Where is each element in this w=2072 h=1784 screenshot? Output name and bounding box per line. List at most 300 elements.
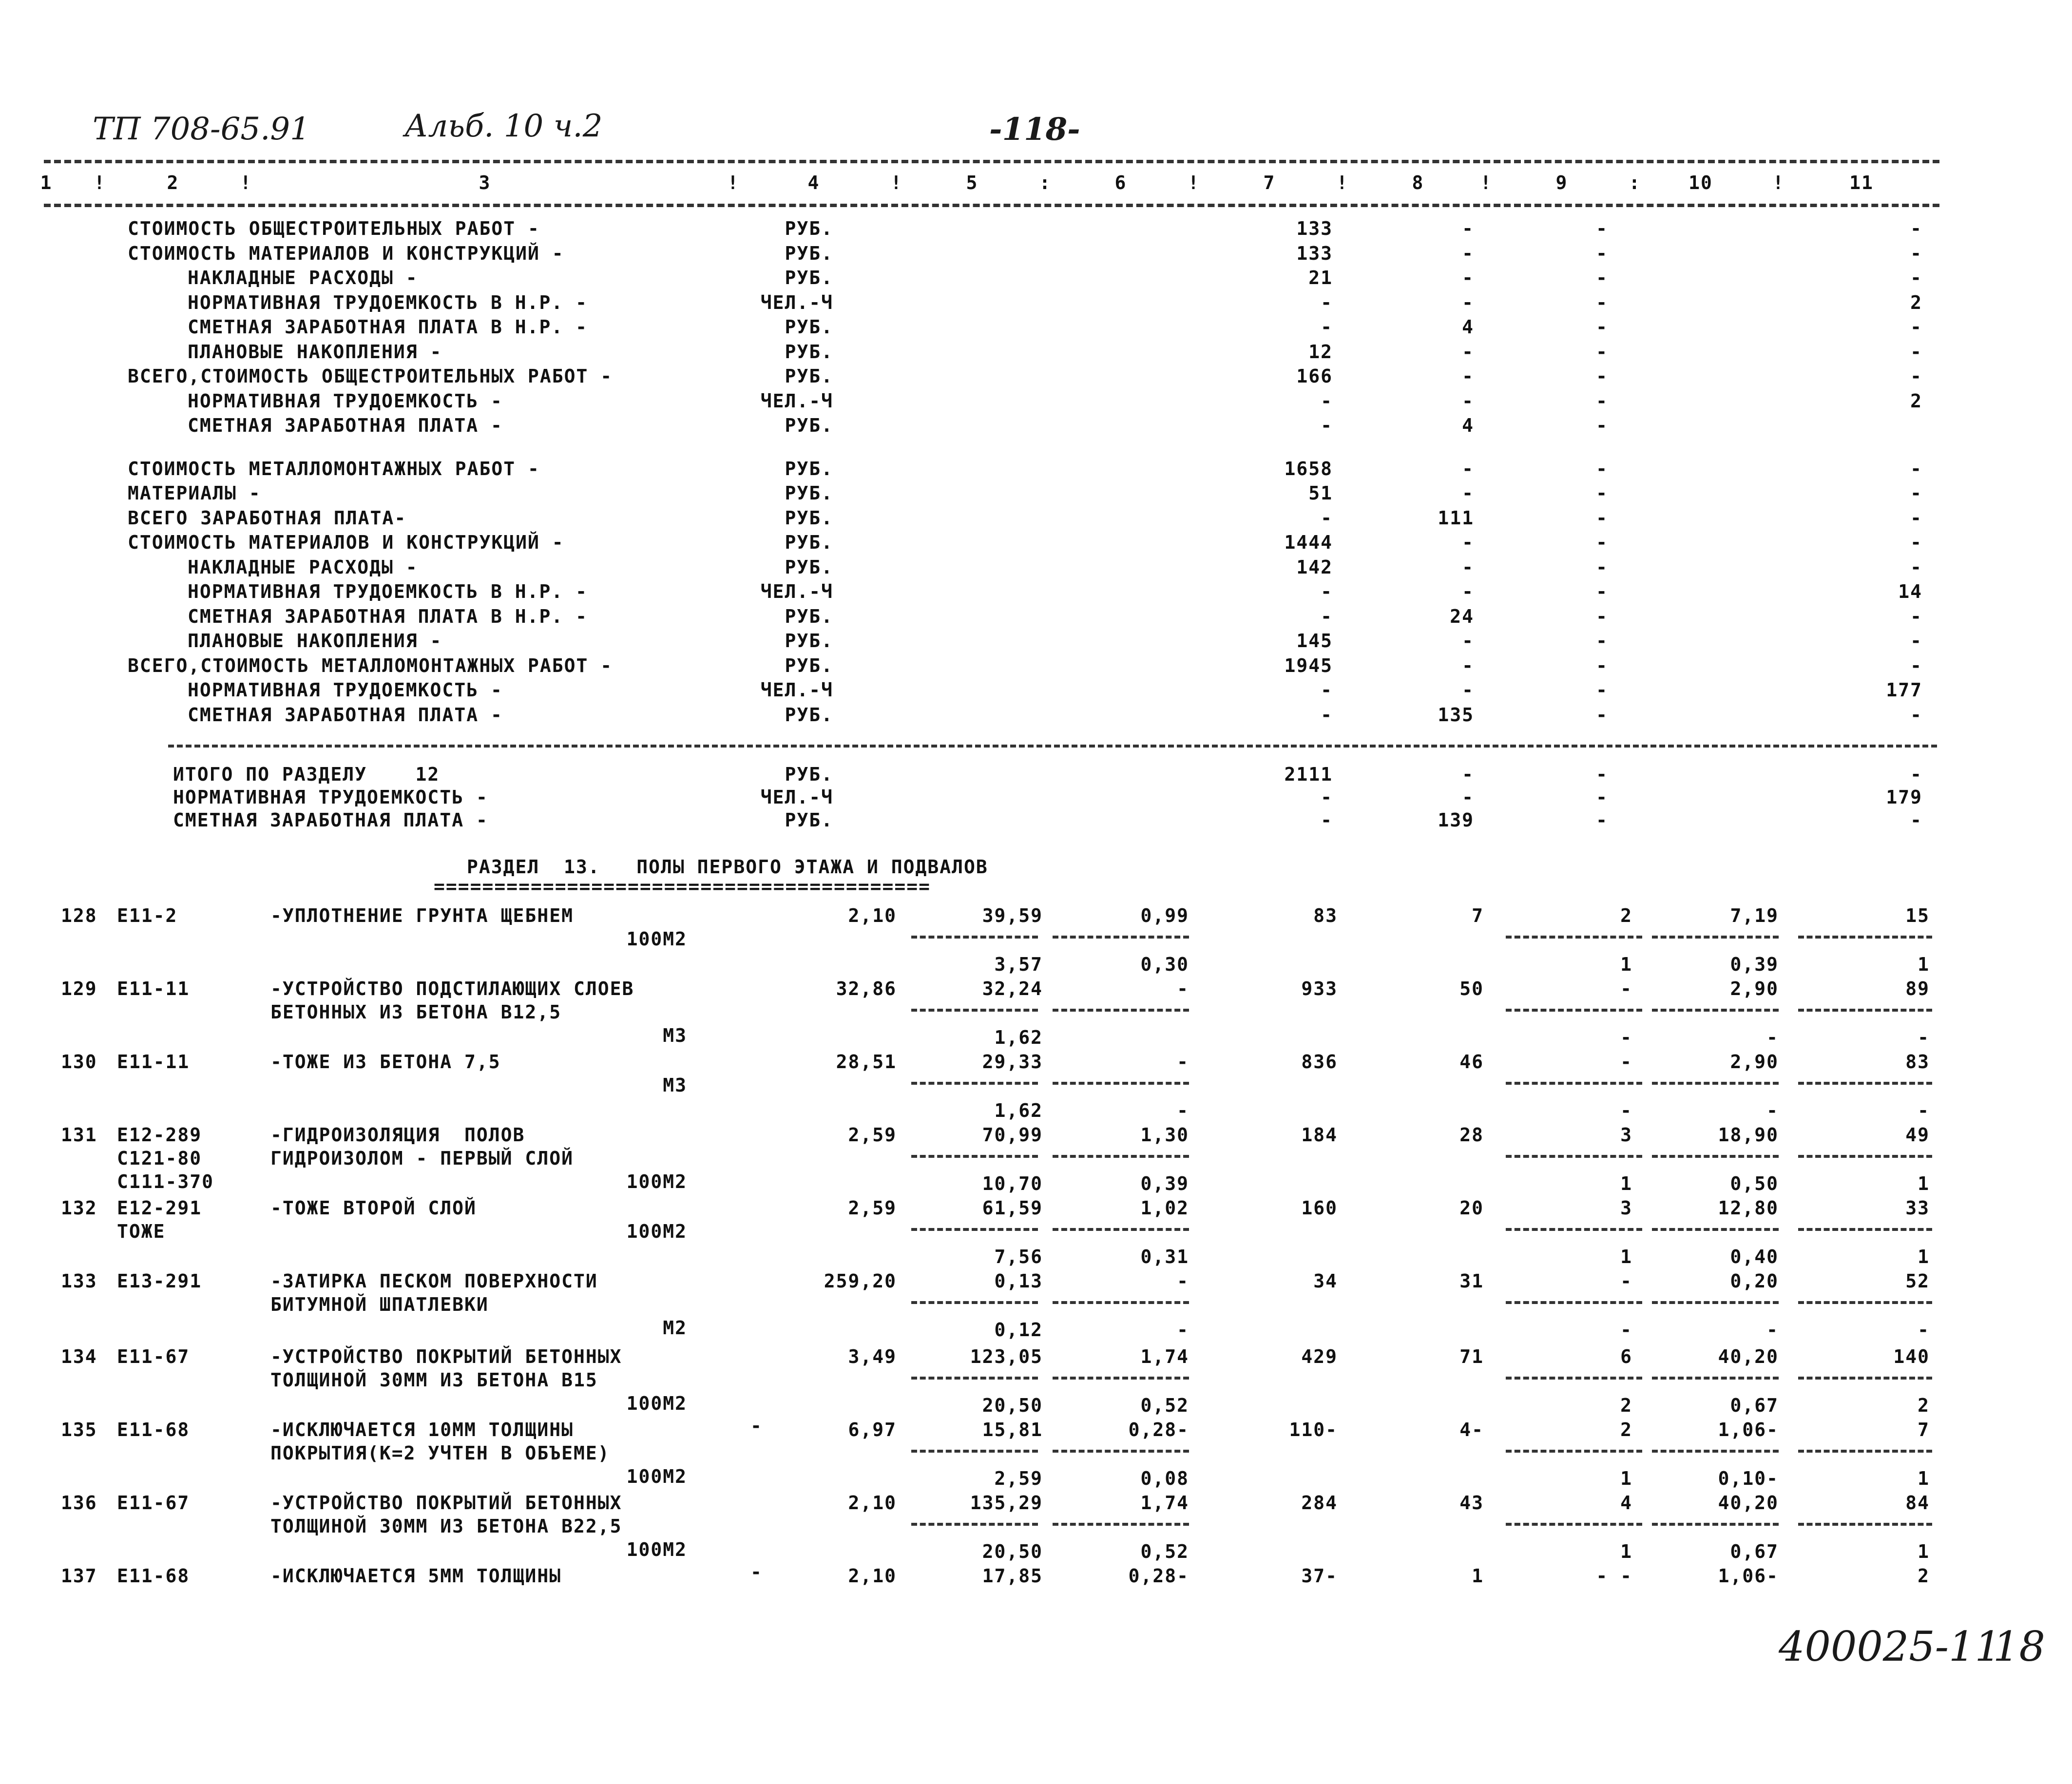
- item-description: БИТУМНОЙ ШПАТЛЕВКИ: [270, 1294, 489, 1315]
- item-unit-wages: 1,74: [1140, 1492, 1189, 1514]
- item-dash: [1053, 1082, 1189, 1085]
- item-unit: М3: [663, 1074, 687, 1096]
- item-unit-cost: 29,33: [982, 1051, 1043, 1073]
- item-total-cost: 429: [1301, 1346, 1338, 1367]
- item-sub-labor-total: 1: [1918, 1173, 1930, 1194]
- item-labor-total: 83: [1905, 1051, 1930, 1073]
- column-header-cell: !: [240, 172, 252, 193]
- item-sub-labor-unit: -: [1766, 1319, 1779, 1341]
- summary-label: НОРМАТИВНАЯ ТРУДОЕМКОСТЬ В Н.Р. -: [188, 581, 588, 602]
- item-labor-total: 52: [1905, 1270, 1930, 1292]
- item-sub-wages: 0,39: [1140, 1173, 1189, 1194]
- item-number: 133: [61, 1270, 97, 1292]
- item-dash: [1506, 1155, 1642, 1158]
- column-header-cell: 11: [1849, 172, 1874, 193]
- item-labor-rate: 4: [1620, 1492, 1632, 1514]
- item-dash: [911, 1082, 1038, 1085]
- summary-col9: -: [1596, 218, 1608, 239]
- item-dash: [1053, 1377, 1189, 1380]
- item-total-wages: 46: [1459, 1051, 1484, 1073]
- total-col9: -: [1596, 786, 1608, 808]
- summary-col9: -: [1596, 605, 1608, 627]
- item-sub-labor-rate: 1: [1620, 1173, 1632, 1194]
- summary-cost: -: [1321, 291, 1333, 313]
- item-code: ТОЖЕ: [117, 1221, 166, 1242]
- document-number: 400025-11: [1779, 1623, 2001, 1670]
- summary-label: НОРМАТИВНАЯ ТРУДОЕМКОСТЬ В Н.Р. -: [188, 291, 588, 313]
- item-unit: М2: [663, 1317, 687, 1339]
- summary-unit: РУБ.: [785, 704, 833, 726]
- item-description: ГИДРОИЗОЛОМ - ПЕРВЫЙ СЛОЙ: [270, 1148, 574, 1169]
- item-dash: [1053, 1450, 1189, 1453]
- item-dash: [911, 1377, 1038, 1380]
- summary-labor: -: [1910, 316, 1922, 338]
- summary-cost: 1444: [1284, 532, 1333, 553]
- item-quantity: 259,20: [824, 1270, 897, 1292]
- item-sub-labor-unit: 0,10-: [1718, 1468, 1779, 1489]
- summary-unit: РУБ.: [785, 415, 833, 436]
- item-sub-labor-total: -: [1918, 1100, 1930, 1121]
- item-unit-wages: 1,74: [1140, 1346, 1189, 1367]
- document-code: ТП 708-65.91: [93, 111, 310, 147]
- summary-unit: РУБ.: [785, 218, 833, 239]
- summary-labor: -: [1910, 630, 1922, 652]
- total-cost: -: [1321, 809, 1333, 831]
- column-header-cell: !: [1772, 172, 1785, 193]
- item-dash: [911, 1155, 1038, 1158]
- total-wages: 139: [1438, 809, 1474, 831]
- item-description: -ТОЖЕ ВТОРОЙ СЛОЙ: [270, 1197, 477, 1219]
- summary-wages: -: [1462, 291, 1474, 313]
- summary-col9: -: [1596, 679, 1608, 701]
- summary-label: СМЕТНАЯ ЗАРАБОТНАЯ ПЛАТА -: [188, 415, 503, 436]
- item-dash: [1652, 1377, 1779, 1380]
- column-header-cell: 7: [1263, 172, 1276, 193]
- item-unit: 100М2: [626, 1393, 687, 1414]
- item-unit-cost: 32,24: [982, 978, 1043, 999]
- item-sub-labor-rate: 1: [1620, 1541, 1632, 1562]
- item-labor-rate: 6: [1620, 1346, 1632, 1367]
- item-sub-labor-total: -: [1918, 1319, 1930, 1341]
- summary-cost: 133: [1296, 218, 1333, 239]
- item-total-cost: 34: [1313, 1270, 1338, 1292]
- summary-labor: -: [1910, 218, 1922, 239]
- summary-label: МАТЕРИАЛЫ -: [128, 482, 261, 504]
- item-dash: [911, 1301, 1038, 1304]
- summary-label: СТОИМОСТЬ МАТЕРИАЛОВ И КОНСТРУКЦИЙ -: [128, 532, 564, 553]
- item-unit-wages: 0,99: [1140, 905, 1189, 926]
- summary-unit: РУБ.: [785, 458, 833, 480]
- item-unit: 100М2: [626, 1466, 687, 1487]
- item-labor-rate: -: [1620, 978, 1632, 999]
- summary-unit: РУБ.: [785, 242, 833, 264]
- item-dash: [911, 936, 1038, 939]
- summary-unit: РУБ.: [785, 654, 833, 676]
- summary-labor: 14: [1898, 581, 1922, 602]
- summary-wages: -: [1462, 267, 1474, 288]
- item-description: ТОЛЩИНОЙ 30ММ ИЗ БЕТОНА В15: [270, 1369, 598, 1391]
- item-code: Е11-67: [117, 1346, 190, 1367]
- item-sub-cost: 10,70: [982, 1173, 1043, 1194]
- summary-wages: -: [1462, 242, 1474, 264]
- summary-labor: 2: [1910, 390, 1922, 412]
- item-sub-cost: 2,59: [994, 1468, 1043, 1489]
- item-description: ПОКРЫТИЯ(К=2 УЧТЕН В ОБЪЕМЕ): [270, 1442, 610, 1464]
- summary-col9: -: [1596, 242, 1608, 264]
- section-heading-underline: =========================================: [434, 876, 931, 897]
- item-labor-rate: -: [1620, 1051, 1632, 1073]
- item-unit-cost: 0,13: [994, 1270, 1043, 1292]
- item-dash: [911, 1228, 1038, 1231]
- item-number: 128: [61, 905, 97, 926]
- item-labor-total: 33: [1905, 1197, 1930, 1219]
- summary-label: ПЛАНОВЫЕ НАКОПЛЕНИЯ -: [188, 341, 442, 363]
- item-unit-cost: 123,05: [970, 1346, 1043, 1367]
- total-unit: ЧЕЛ.-Ч: [760, 786, 833, 808]
- item-unit-cost: 61,59: [982, 1197, 1043, 1219]
- item-number: 132: [61, 1197, 97, 1219]
- item-labor-rate: - -: [1596, 1565, 1632, 1587]
- summary-cost: -: [1321, 581, 1333, 602]
- column-header-cell: :: [1039, 172, 1052, 193]
- summary-unit: РУБ.: [785, 532, 833, 553]
- column-header-cell: 1: [40, 172, 53, 193]
- column-header-cell: !: [727, 172, 740, 193]
- item-unit-wages: -: [1177, 1051, 1189, 1073]
- summary-wages: -: [1462, 630, 1474, 652]
- item-dash: [1798, 1450, 1932, 1453]
- summary-col9: -: [1596, 365, 1608, 387]
- item-dash: [1053, 1301, 1189, 1304]
- item-sub-wages: 0,31: [1140, 1246, 1189, 1267]
- item-code: Е12-289: [117, 1124, 202, 1146]
- item-dash: [1053, 1523, 1189, 1526]
- item-quantity: 3,49: [848, 1346, 897, 1367]
- summary-labor: -: [1910, 605, 1922, 627]
- summary-label: СМЕТНАЯ ЗАРАБОТНАЯ ПЛАТА В Н.Р. -: [188, 605, 588, 627]
- summary-cost: 12: [1308, 341, 1333, 363]
- item-description: -УСТРОЙСТВО ПОКРЫТИЙ БЕТОННЫХ: [270, 1346, 622, 1367]
- total-labor: 179: [1886, 786, 1922, 808]
- item-sub-labor-unit: 0,67: [1730, 1541, 1779, 1562]
- item-unit: 100М2: [626, 1171, 687, 1192]
- item-sub-labor-unit: 0,67: [1730, 1395, 1779, 1416]
- summary-cost: -: [1321, 507, 1333, 529]
- item-sub-labor-rate: 1: [1620, 954, 1632, 975]
- item-labor-total: 49: [1905, 1124, 1930, 1146]
- album-label: Альб. 10 ч.2: [404, 108, 603, 144]
- item-labor-total: 84: [1905, 1492, 1930, 1514]
- item-dash: [1798, 1009, 1932, 1012]
- summary-unit: ЧЕЛ.-Ч: [760, 679, 833, 701]
- summary-col9: -: [1596, 390, 1608, 412]
- summary-unit: РУБ.: [785, 507, 833, 529]
- item-total-wages: 31: [1459, 1270, 1484, 1292]
- item-description: ТОЛЩИНОЙ 30ММ ИЗ БЕТОНА В22,5: [270, 1515, 622, 1537]
- item-dash: [1798, 936, 1932, 939]
- item-labor-unit: 40,20: [1718, 1492, 1779, 1514]
- item-unit-cost: 17,85: [982, 1565, 1043, 1587]
- summary-label: СМЕТНАЯ ЗАРАБОТНАЯ ПЛАТА -: [188, 704, 503, 726]
- summary-cost: -: [1321, 415, 1333, 436]
- item-dash: [1652, 1082, 1779, 1085]
- item-sub-wages: -: [1177, 1319, 1189, 1341]
- item-description: -УПЛОТНЕНИЕ ГРУНТА ЩЕБНЕМ: [270, 905, 574, 926]
- item-unit: 100М2: [626, 1539, 687, 1560]
- section-total-rule: [168, 745, 1937, 748]
- item-total-cost: 184: [1301, 1124, 1338, 1146]
- item-sub-labor-total: 1: [1918, 1468, 1930, 1489]
- total-label: НОРМАТИВНАЯ ТРУДОЕМКОСТЬ -: [173, 786, 488, 808]
- item-total-cost: 83: [1313, 905, 1338, 926]
- total-label: СМЕТНАЯ ЗАРАБОТНАЯ ПЛАТА -: [173, 809, 488, 831]
- item-description: -ИСКЛЮЧАЕТСЯ 5ММ ТОЛЩИНЫ: [270, 1565, 562, 1587]
- item-description: БЕТОННЫХ ИЗ БЕТОНА В12,5: [270, 1001, 562, 1023]
- summary-col9: -: [1596, 556, 1608, 578]
- summary-label: НОРМАТИВНАЯ ТРУДОЕМКОСТЬ -: [188, 390, 503, 412]
- summary-unit: ЧЕЛ.-Ч: [760, 291, 833, 313]
- item-unit-cost: 135,29: [970, 1492, 1043, 1514]
- summary-cost: -: [1321, 704, 1333, 726]
- item-labor-total: 7: [1918, 1419, 1930, 1440]
- item-labor-unit: 12,80: [1718, 1197, 1779, 1219]
- item-total-wages: 43: [1459, 1492, 1484, 1514]
- item-total-wages: 20: [1459, 1197, 1484, 1219]
- sheet-number: 18: [1993, 1623, 2045, 1670]
- item-sub-labor-rate: 1: [1620, 1246, 1632, 1267]
- item-dash: [1652, 1228, 1779, 1231]
- item-sub-labor-unit: 0,50: [1730, 1173, 1779, 1194]
- item-labor-total: 89: [1905, 978, 1930, 999]
- summary-cost: -: [1321, 605, 1333, 627]
- summary-label: ВСЕГО ЗАРАБОТНАЯ ПЛАТА-: [128, 507, 407, 529]
- column-header-cell: !: [1480, 172, 1493, 193]
- item-sub-labor-total: 2: [1918, 1395, 1930, 1416]
- summary-wages: -: [1462, 581, 1474, 602]
- item-dash: [1652, 936, 1779, 939]
- item-sub-cost: 0,12: [994, 1319, 1043, 1341]
- item-labor-unit: 7,19: [1730, 905, 1779, 926]
- item-total-wages: 1: [1472, 1565, 1484, 1587]
- summary-cost: -: [1321, 390, 1333, 412]
- item-description: -ГИДРОИЗОЛЯЦИЯ ПОЛОВ: [270, 1124, 525, 1146]
- item-labor-total: 15: [1905, 905, 1930, 926]
- item-quantity: 2,10: [848, 905, 897, 926]
- summary-col9: -: [1596, 267, 1608, 288]
- item-sub-labor-unit: -: [1766, 1027, 1779, 1048]
- item-quantity: 2,59: [848, 1197, 897, 1219]
- item-sub-labor-total: 1: [1918, 1246, 1930, 1267]
- item-sub-labor-total: 1: [1918, 954, 1930, 975]
- summary-wages: -: [1462, 218, 1474, 239]
- page-number: -118-: [989, 111, 1080, 148]
- item-sub-wages: 0,30: [1140, 954, 1189, 975]
- item-dash: [1506, 1009, 1642, 1012]
- item-sub-labor-total: 1: [1918, 1541, 1930, 1562]
- item-total-wages: 50: [1459, 978, 1484, 999]
- summary-labor: -: [1910, 458, 1922, 480]
- item-sub-cost: 20,50: [982, 1541, 1043, 1562]
- summary-col9: -: [1596, 415, 1608, 436]
- summary-label: ВСЕГО,СТОИМОСТЬ ОБЩЕСТРОИТЕЛЬНЫХ РАБОТ -: [128, 365, 613, 387]
- item-sub-wages: 0,08: [1140, 1468, 1189, 1489]
- item-unit-cost: 39,59: [982, 905, 1043, 926]
- item-code: С111-370: [117, 1171, 214, 1192]
- item-total-wages: 4-: [1459, 1419, 1484, 1440]
- item-dash: [1798, 1523, 1932, 1526]
- summary-unit: РУБ.: [785, 482, 833, 504]
- item-sub-cost: 1,62: [994, 1100, 1043, 1121]
- item-dash: [911, 1450, 1038, 1453]
- summary-label: НАКЛАДНЫЕ РАСХОДЫ -: [188, 267, 418, 288]
- item-labor-total: 140: [1893, 1346, 1930, 1367]
- summary-labor: -: [1910, 365, 1922, 387]
- item-dash: [1798, 1082, 1932, 1085]
- item-number: 131: [61, 1124, 97, 1146]
- summary-cost: -: [1321, 679, 1333, 701]
- summary-labor: -: [1910, 556, 1922, 578]
- item-unit-wages: 1,30: [1140, 1124, 1189, 1146]
- item-sub-cost: 3,57: [994, 954, 1043, 975]
- item-total-cost: 160: [1301, 1197, 1338, 1219]
- summary-labor: -: [1910, 507, 1922, 529]
- summary-cost: 145: [1296, 630, 1333, 652]
- item-total-cost: 37-: [1301, 1565, 1338, 1587]
- summary-unit: РУБ.: [785, 316, 833, 338]
- item-labor-unit: 1,06-: [1718, 1419, 1779, 1440]
- item-dash: [1053, 1228, 1189, 1231]
- summary-wages: 135: [1438, 704, 1474, 726]
- item-description: -ИСКЛЮЧАЕТСЯ 10ММ ТОЛЩИНЫ: [270, 1419, 574, 1440]
- item-unit-cost: 70,99: [982, 1124, 1043, 1146]
- summary-col9: -: [1596, 654, 1608, 676]
- summary-wages: -: [1462, 679, 1474, 701]
- item-labor-rate: 2: [1620, 905, 1632, 926]
- summary-unit: РУБ.: [785, 341, 833, 363]
- total-cost: 2111: [1284, 764, 1333, 785]
- item-labor-unit: 18,90: [1718, 1124, 1779, 1146]
- item-code: Е11-68: [117, 1419, 190, 1440]
- item-total-cost: 933: [1301, 978, 1338, 999]
- column-header-cell: 5: [966, 172, 978, 193]
- summary-col9: -: [1596, 291, 1608, 313]
- summary-label: ПЛАНОВЫЕ НАКОПЛЕНИЯ -: [188, 630, 442, 652]
- item-dash: [1652, 1009, 1779, 1012]
- item-sub-cost: 20,50: [982, 1395, 1043, 1416]
- column-header-cell: 2: [167, 172, 179, 193]
- item-sub-cost: 1,62: [994, 1027, 1043, 1048]
- total-unit: РУБ.: [785, 764, 833, 785]
- summary-col9: -: [1596, 507, 1608, 529]
- item-number: 134: [61, 1346, 97, 1367]
- item-dash: [1506, 1082, 1642, 1085]
- summary-cost: 21: [1308, 267, 1333, 288]
- item-dash: [1506, 936, 1642, 939]
- summary-col9: -: [1596, 458, 1608, 480]
- item-dash: [1506, 1377, 1642, 1380]
- summary-col9: -: [1596, 316, 1608, 338]
- column-header-cell: 4: [807, 172, 820, 193]
- item-description: -УСТРОЙСТВО ПОДСТИЛАЮЩИХ СЛОЕВ: [270, 978, 634, 999]
- item-number: 136: [61, 1492, 97, 1514]
- item-number: 130: [61, 1051, 97, 1073]
- item-labor-rate: 2: [1620, 1419, 1632, 1440]
- item-dash: [1652, 1301, 1779, 1304]
- summary-label: НАКЛАДНЫЕ РАСХОДЫ -: [188, 556, 418, 578]
- summary-label: СТОИМОСТЬ МАТЕРИАЛОВ И КОНСТРУКЦИЙ -: [128, 242, 564, 264]
- summary-labor: -: [1910, 267, 1922, 288]
- item-quantity: 2,59: [848, 1124, 897, 1146]
- item-code: Е11-68: [117, 1565, 190, 1587]
- item-dash: [1053, 1009, 1189, 1012]
- summary-unit: РУБ.: [785, 267, 833, 288]
- summary-labor: -: [1910, 242, 1922, 264]
- total-wages: -: [1462, 786, 1474, 808]
- summary-cost: 51: [1308, 482, 1333, 504]
- item-total-wages: 71: [1459, 1346, 1484, 1367]
- summary-unit: РУБ.: [785, 605, 833, 627]
- item-code: Е11-11: [117, 978, 190, 999]
- summary-wages: -: [1462, 390, 1474, 412]
- item-dash: [1652, 1155, 1779, 1158]
- summary-label: СМЕТНАЯ ЗАРАБОТНАЯ ПЛАТА В Н.Р. -: [188, 316, 588, 338]
- summary-cost: 1945: [1284, 654, 1333, 676]
- summary-label: СТОИМОСТЬ МЕТАЛЛОМОНТАЖНЫХ РАБОТ -: [128, 458, 540, 480]
- item-quantity: 32,86: [836, 978, 897, 999]
- summary-unit: РУБ.: [785, 630, 833, 652]
- column-header-cell: 9: [1555, 172, 1568, 193]
- item-sub-labor-rate: 1: [1620, 1468, 1632, 1489]
- item-sub-labor-rate: -: [1620, 1100, 1632, 1121]
- summary-wages: -: [1462, 532, 1474, 553]
- item-labor-unit: 40,20: [1718, 1346, 1779, 1367]
- column-header-cell: 6: [1114, 172, 1127, 193]
- item-labor-rate: 3: [1620, 1124, 1632, 1146]
- column-header-cell: !: [890, 172, 903, 193]
- item-quantity: 2,10: [848, 1492, 897, 1514]
- item-dash: [1053, 936, 1189, 939]
- summary-wages: -: [1462, 365, 1474, 387]
- item-code: С121-80: [117, 1148, 202, 1169]
- item-total-cost: 110-: [1289, 1419, 1338, 1440]
- item-code: Е13-291: [117, 1270, 202, 1292]
- section-heading: РАЗДЕЛ 13. ПОЛЫ ПЕРВОГО ЭТАЖА И ПОДВАЛОВ: [467, 856, 988, 878]
- item-total-cost: 836: [1301, 1051, 1338, 1073]
- summary-label: ВСЕГО,СТОИМОСТЬ МЕТАЛЛОМОНТАЖНЫХ РАБОТ -: [128, 654, 613, 676]
- total-label: ИТОГО ПО РАЗДЕЛУ 12: [173, 764, 440, 785]
- column-header-cell: :: [1629, 172, 1641, 193]
- column-header-cell: !: [1188, 172, 1200, 193]
- item-labor-unit: 2,90: [1730, 1051, 1779, 1073]
- item-total-wages: 28: [1459, 1124, 1484, 1146]
- item-code: Е11-67: [117, 1492, 190, 1514]
- summary-col9: -: [1596, 581, 1608, 602]
- total-wages: -: [1462, 764, 1474, 785]
- summary-wages: -: [1462, 482, 1474, 504]
- summary-col9: -: [1596, 482, 1608, 504]
- item-labor-rate: 3: [1620, 1197, 1632, 1219]
- item-number: 129: [61, 978, 97, 999]
- summary-label: СТОИМОСТЬ ОБЩЕСТРОИТЕЛЬНЫХ РАБОТ -: [128, 218, 540, 239]
- summary-labor: -: [1910, 704, 1922, 726]
- total-col9: -: [1596, 809, 1608, 831]
- item-sub-wages: 0,52: [1140, 1395, 1189, 1416]
- item-sub-wages: 0,52: [1140, 1541, 1189, 1562]
- total-col9: -: [1596, 764, 1608, 785]
- item-dash: [1506, 1228, 1642, 1231]
- item-number: 137: [61, 1565, 97, 1587]
- item-description: -ЗАТИРКА ПЕСКОМ ПОВЕРХНОСТИ: [270, 1270, 598, 1292]
